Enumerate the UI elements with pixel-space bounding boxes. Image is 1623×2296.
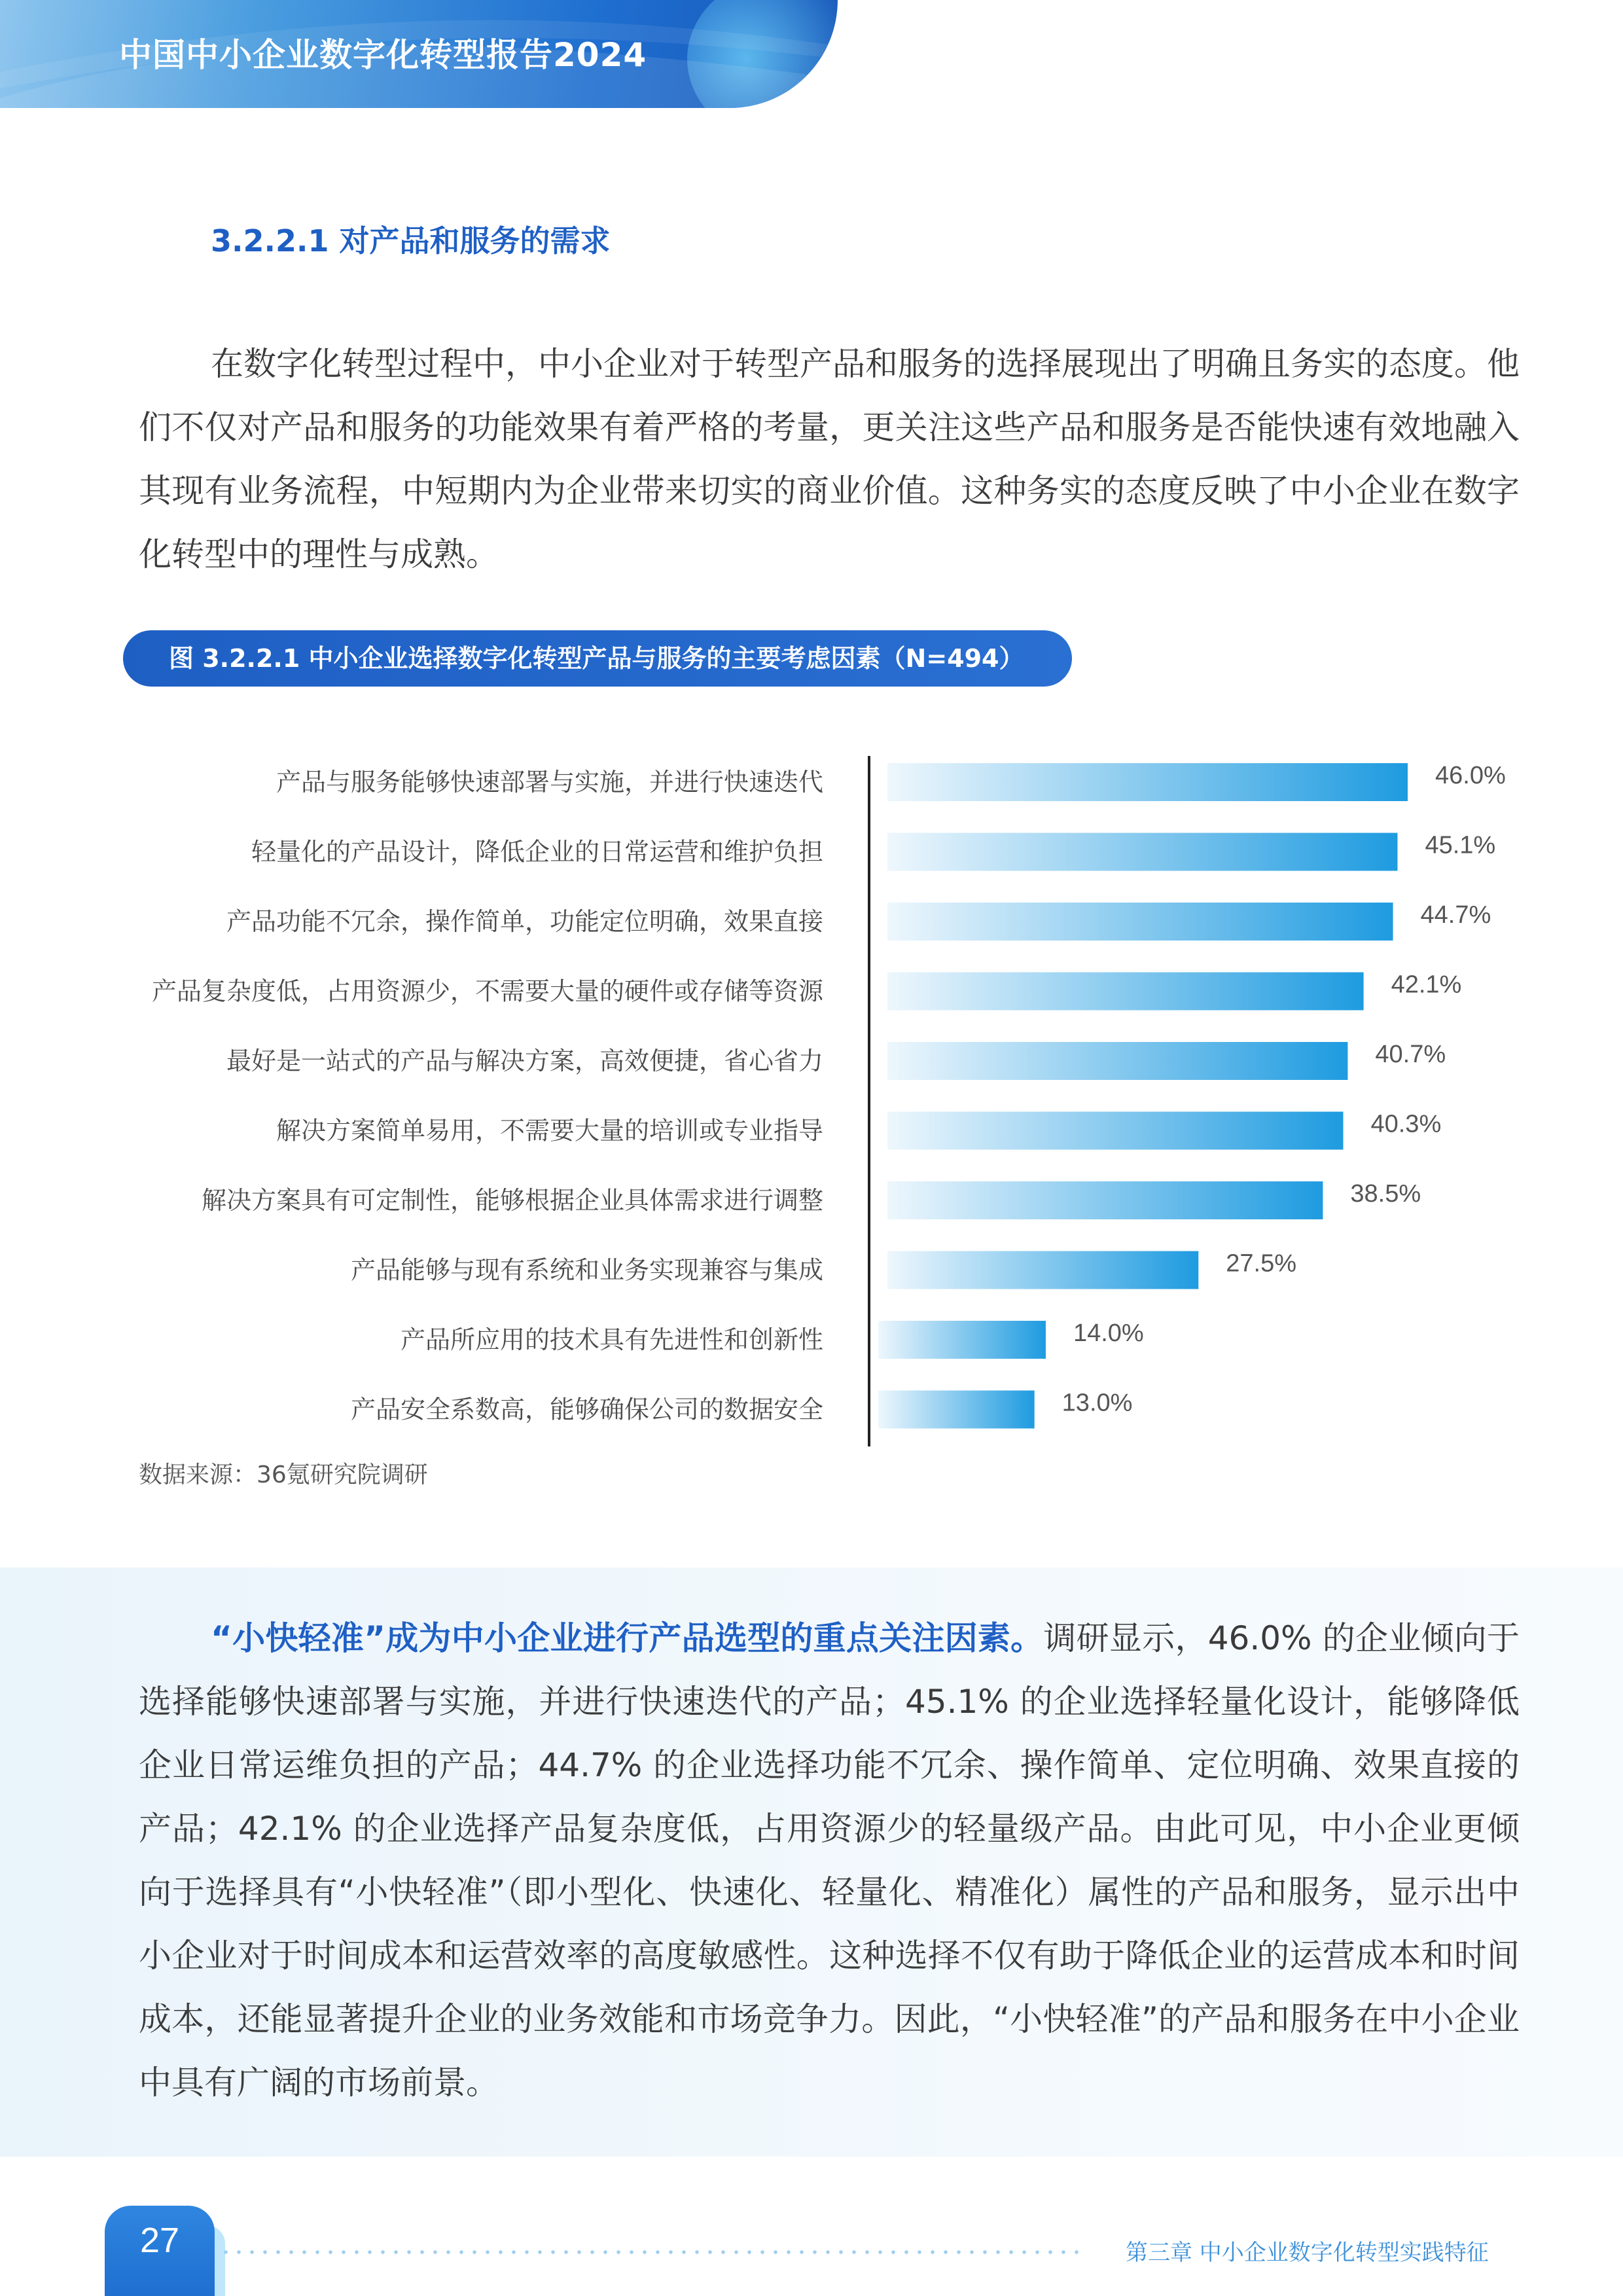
section-heading: 3.2.2.1 对产品和服务的需求 xyxy=(211,223,611,259)
data-source: 数据来源：36氪研究院调研 xyxy=(139,1462,428,1488)
bar xyxy=(878,1321,1046,1359)
bar-value-label: 42.1% xyxy=(1391,971,1462,999)
bar-category-label: 解决方案简单易用，不需要大量的培训或专业指导 xyxy=(276,1116,823,1145)
bar-category-label: 产品能够与现有系统和业务实现兼容与集成 xyxy=(350,1255,823,1285)
bar-value-label: 14.0% xyxy=(1073,1319,1144,1347)
bar-category-label: 轻量化的产品设计，降低企业的日常运营和维护负担 xyxy=(251,837,823,867)
bar-category-label: 产品所应用的技术具有先进性和创新性 xyxy=(400,1325,823,1354)
bar xyxy=(887,1181,1323,1219)
bar-category-label: 最好是一站式的产品与解决方案，高效便捷，省心省力 xyxy=(226,1047,823,1075)
bar-category-label: 产品功能不冗余，操作简单，功能定位明确，效果直接 xyxy=(226,907,823,936)
bar-value-label: 27.5% xyxy=(1226,1249,1297,1278)
bar xyxy=(887,763,1408,801)
finding-body: 调研显示，46.0% 的企业倾向于选择能够快速部署与实施，并进行快速迭代的产品；45.1% 的企业选择轻量化设计，能够降低企业日常运维负担的产品；44.7% 的企业选择功能不冗余、操作简单、定位明确、效果直接的产品；42.1% 的企业选择产品复杂度低，占用资源少的轻量级产品。由此可见，中小企业更倾向于选择具有“小快轻准”（即小型化、快速化、轻量化、精准化）属性的产品和服务，显示出中小企业对于时间成本和运营效率的高度敏感性。这种选择不仅有助于降低企业的运营成本和时间成本，还能显著提升企业的业务效能和市场竞争力。因此，“小快轻准”的产品和服务在中小企业中具有广阔的市场前景。 xyxy=(139,1619,1520,2102)
bar-value-label: 45.1% xyxy=(1425,831,1496,859)
report-title: 中国中小企业数字化转型报告2024 xyxy=(119,36,647,74)
footer-chapter-title: 第三章 中小企业数字化转型实践特征 xyxy=(1126,2240,1489,2266)
bar-value-label: 46.0% xyxy=(1435,762,1506,789)
finding-paragraph xyxy=(139,1607,1520,2115)
figure-caption: 图 3.2.2.1 中小企业选择数字化转型产品与服务的主要考虑因素（N=494） xyxy=(123,630,1072,687)
bar-value-label: 38.5% xyxy=(1350,1180,1421,1208)
bar xyxy=(878,1391,1035,1429)
bar-value-label: 40.7% xyxy=(1375,1041,1446,1068)
footer-dotted-line xyxy=(219,2250,1083,2254)
bar xyxy=(887,833,1397,871)
bar xyxy=(887,903,1393,941)
bar xyxy=(887,973,1364,1011)
bar-category-label: 产品安全系数高，能够确保公司的数据安全 xyxy=(350,1395,823,1424)
intro-paragraph: 在数字化转型过程中，中小企业对于转型产品和服务的选择展现出了明确且务实的态度。他们不仅对产品和服务的功能效果有着严格的考量，更关注这些产品和服务是否能快速有效地融入其现有业务流程，中短期内为企业带来切实的商业价值。这种务实的态度反映了中小企业在数字化转型中的理性与成熟。 xyxy=(139,345,1520,573)
bar-chart xyxy=(0,726,1623,1446)
bar-value-label: 44.7% xyxy=(1420,901,1491,929)
bar-category-label: 产品与服务能够快速部署与实施，并进行快速迭代 xyxy=(276,768,823,797)
finding-lead: “小快轻准”成为中小企业进行产品选型的重点关注因素。 xyxy=(211,1619,1044,1657)
bar xyxy=(887,1112,1343,1150)
bar-category-label: 产品复杂度低，占用资源少，不需要大量的硬件或存储等资源 xyxy=(151,977,823,1006)
bar xyxy=(887,1042,1347,1080)
bar xyxy=(887,1251,1198,1289)
bar-value-label: 40.3% xyxy=(1370,1110,1442,1138)
bar-category-label: 解决方案具有可定制性，能够根据企业具体需求进行调整 xyxy=(201,1186,823,1215)
bar-value-label: 13.0% xyxy=(1061,1389,1133,1417)
page-number: 27 xyxy=(139,2221,180,2260)
